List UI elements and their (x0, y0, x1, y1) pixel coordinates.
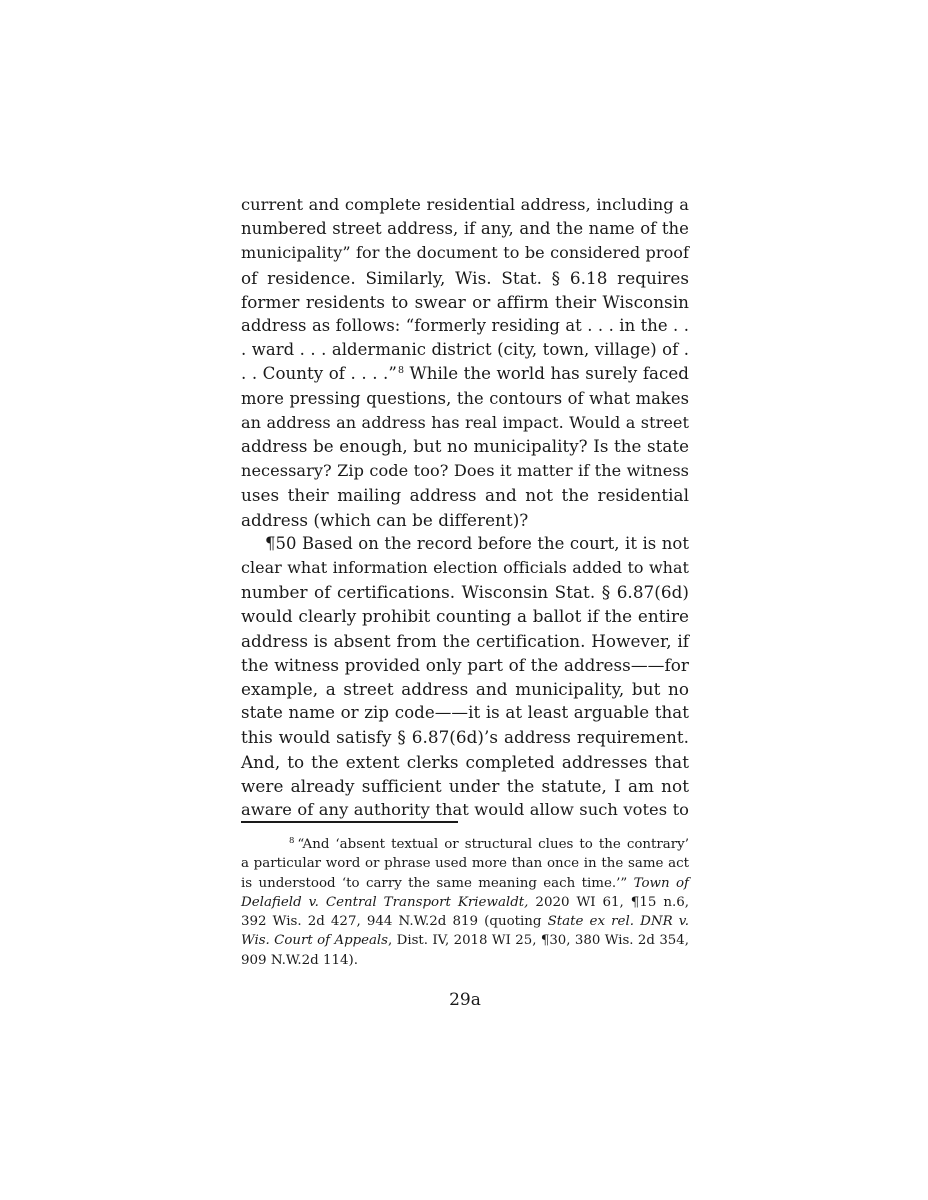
text-line: the witness provided only part of the address——for (241, 654, 689, 675)
main-text (241, 193, 689, 822)
footnote-line (241, 874, 689, 893)
footnote-text: “And ‘absent textual or structural clues to the contrary’ (297, 837, 689, 852)
footnote-text: is understood ‘to carry the same meaning each time.’” (241, 875, 628, 891)
footnote-divider (241, 821, 458, 823)
text-line: more pressing questions, the contours of what makes (241, 388, 689, 408)
footnote-line (241, 912, 689, 931)
text-line: address (which can be different)? (241, 509, 529, 530)
text-line: uses their mailing address and not the residential (241, 485, 689, 506)
footnote-reference[interactable]: 8 (397, 364, 405, 376)
paragraph-50-start: ¶50 Based on the record before the court, it is not (265, 533, 689, 553)
text-line: municipality” for the document to be considered proof (241, 243, 689, 263)
text-line: necessary? Zip code too? Does it matter if the witness (241, 461, 689, 481)
case-name: Delafield v. Central Transport Kriewaldt, (241, 894, 529, 910)
case-name: Wis. Court of Appeals (241, 933, 389, 949)
text-segment: . . County of . . . .” (241, 364, 397, 384)
text-line: an address an address has real impact. Would a street (241, 412, 689, 432)
case-name: State ex rel. DNR v. (547, 914, 689, 930)
text-line: clear what information election officials added to what (241, 558, 689, 578)
footnote-line: a particular word or phrase used more than once in the same act (241, 856, 689, 872)
text-line: example, a street address and municipality, but no (241, 679, 689, 700)
page-number: 29a (449, 990, 481, 1010)
footnote-line: 909 N.W.2d 114). (241, 952, 358, 968)
text-line: of residence. Similarly, Wis. Stat. § 6.18 requires (241, 267, 689, 288)
text-line: . ward . . . aldermanic district (city, town, village) of . (241, 340, 689, 360)
footnote-line (241, 835, 689, 854)
case-name: Town of (633, 875, 689, 891)
footnote-line (241, 931, 689, 950)
footnote-text: 2020 WI 61, ¶15 n.6, (535, 894, 689, 910)
text-line-with-footnote (241, 362, 689, 386)
text-line: were already sufficient under the statute, I am not (241, 775, 689, 796)
text-line: address be enough, but no municipality? Is the state (241, 437, 689, 457)
text-line: address as follows: “formerly residing at . . . in the . . (241, 316, 689, 336)
text-line: would clearly prohibit counting a ballot if the entire (241, 606, 689, 627)
text-line: aware of any authority that would allow such votes to (241, 800, 689, 820)
text-line: number of certifications. Wisconsin Stat. § 6.87(6d) (241, 582, 689, 603)
text-line: And, to the extent clerks completed addresses that (241, 751, 689, 772)
footnote-text: , Dist. IV, 2018 WI 25, ¶30, 380 Wis. 2d 354, (388, 933, 689, 949)
text-segment: While the world has surely faced (409, 364, 689, 384)
text-line: this would satisfy § 6.87(6d)’s address requirement. (241, 727, 689, 748)
footnote-marker: 8 (289, 835, 295, 846)
footnote-text: 392 Wis. 2d 427, 944 N.W.2d 819 (quoting (241, 914, 542, 930)
text-line: address is absent from the certification. However, if (241, 630, 689, 651)
footnote-line (241, 893, 689, 912)
text-line: numbered street address, if any, and the name of the (241, 219, 689, 239)
text-line: current and complete residential address, including a (241, 195, 689, 214)
footnote-8 (241, 835, 689, 970)
text-line: former residents to swear or affirm their Wisconsin (241, 291, 689, 312)
text-line: state name or zip code——it is at least arguable that (241, 703, 689, 723)
